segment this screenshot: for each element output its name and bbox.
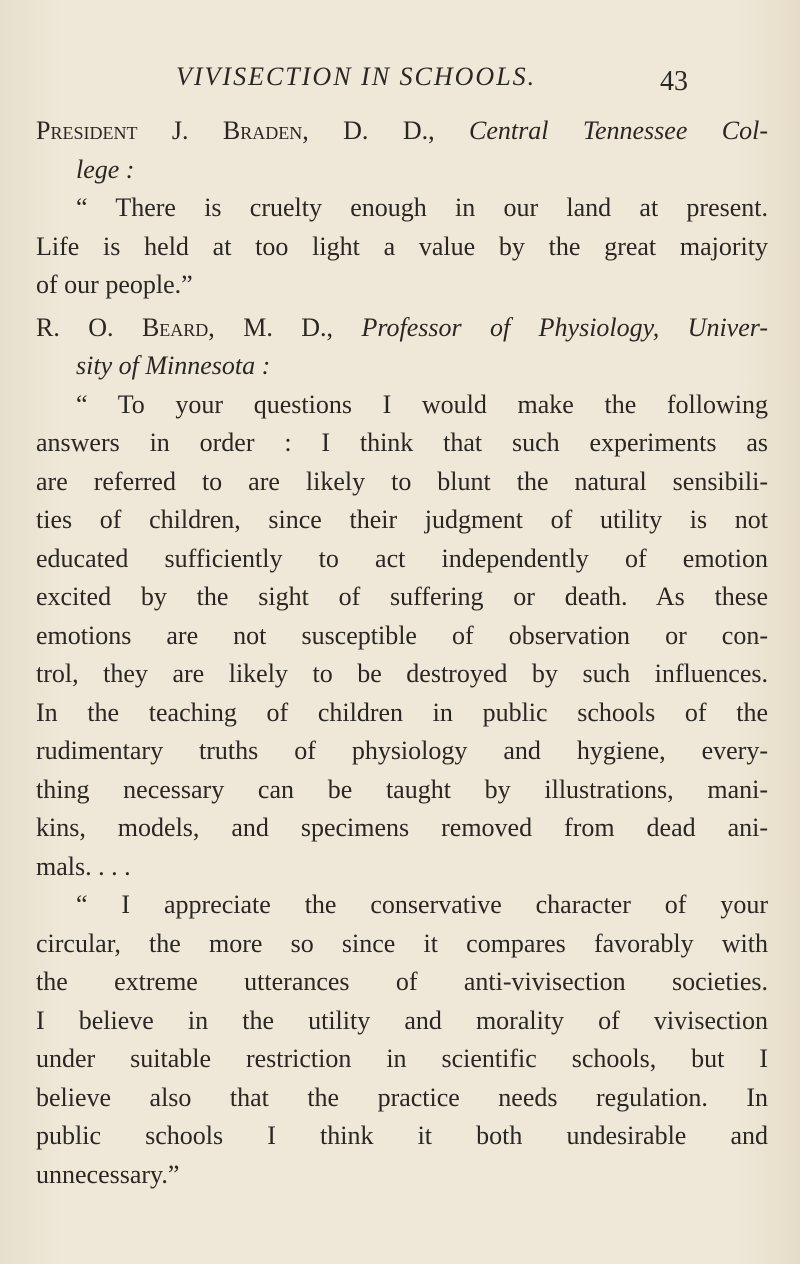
quote-line: the extreme utterances of anti-vivisection societies. [36, 967, 768, 996]
quote-line: ties of children, since their judgment of utility is not [36, 505, 768, 534]
quote-line: are referred to are likely to blunt the natural sensibili- [36, 466, 768, 496]
quote-line: circular, the more so since it compares favorably with [36, 928, 768, 958]
quote-line: In the teaching of children in public schools of the [36, 697, 768, 727]
page-header [0, 60, 800, 100]
respondent-affiliation: Central Tennessee Col- [469, 116, 769, 145]
running-head: VIVISECTION IN SCHOOLS. [176, 62, 537, 91]
respondent-name: President J. Braden, D. D., [36, 116, 435, 145]
quote-line: “ To your questions I would make the following [76, 389, 768, 419]
quote-line: Life is held at too light a value by the great majority [36, 231, 768, 261]
quote-line: believe also that the practice needs regulation. In [36, 1082, 768, 1112]
quote-line: I believe in the utility and morality of vivisection [36, 1005, 768, 1035]
quote-line: answers in order : I think that such experiments as [36, 428, 768, 457]
respondent-affiliation-cont: lege : [76, 154, 135, 184]
quote-line: excited by the sight of suffering or death. As these [36, 582, 768, 611]
respondent-affiliation: Professor of Physiology, Univer- [361, 312, 769, 342]
quote-line: “ I appreciate the conservative character of your [76, 890, 768, 919]
quote-line: “ There is cruelty enough in our land at present. [76, 193, 768, 222]
quote-line: unnecessary.” [36, 1159, 180, 1189]
quote-line: under suitable restriction in scientific schools, but I [36, 1044, 768, 1073]
quote-line: emotions are not susceptible of observation or con- [36, 620, 768, 650]
quote-line: rudimentary truths of physiology and hygiene, every- [36, 736, 768, 765]
respondent-affiliation-cont: sity of Minnesota : [76, 351, 271, 380]
respondent-name: R. O. Beard, M. D., [36, 312, 334, 342]
quote-line: kins, models, and specimens removed from dead ani- [36, 813, 768, 842]
page-body [36, 112, 768, 1194]
entry-heading [36, 112, 768, 151]
quote-line: trol, they are likely to be destroyed by such influences. [36, 659, 768, 688]
entry-heading [36, 309, 768, 348]
quote-line: thing necessary can be taught by illustrations, mani- [36, 774, 768, 804]
quote-line: public schools I think it both undesirable and [36, 1121, 768, 1150]
page-number: 43 [660, 66, 688, 97]
quote-line: of our people.” [36, 270, 193, 299]
quote-line: mals. . . . [36, 851, 131, 881]
quote-line: educated sufficiently to act independently of emotion [36, 543, 768, 573]
